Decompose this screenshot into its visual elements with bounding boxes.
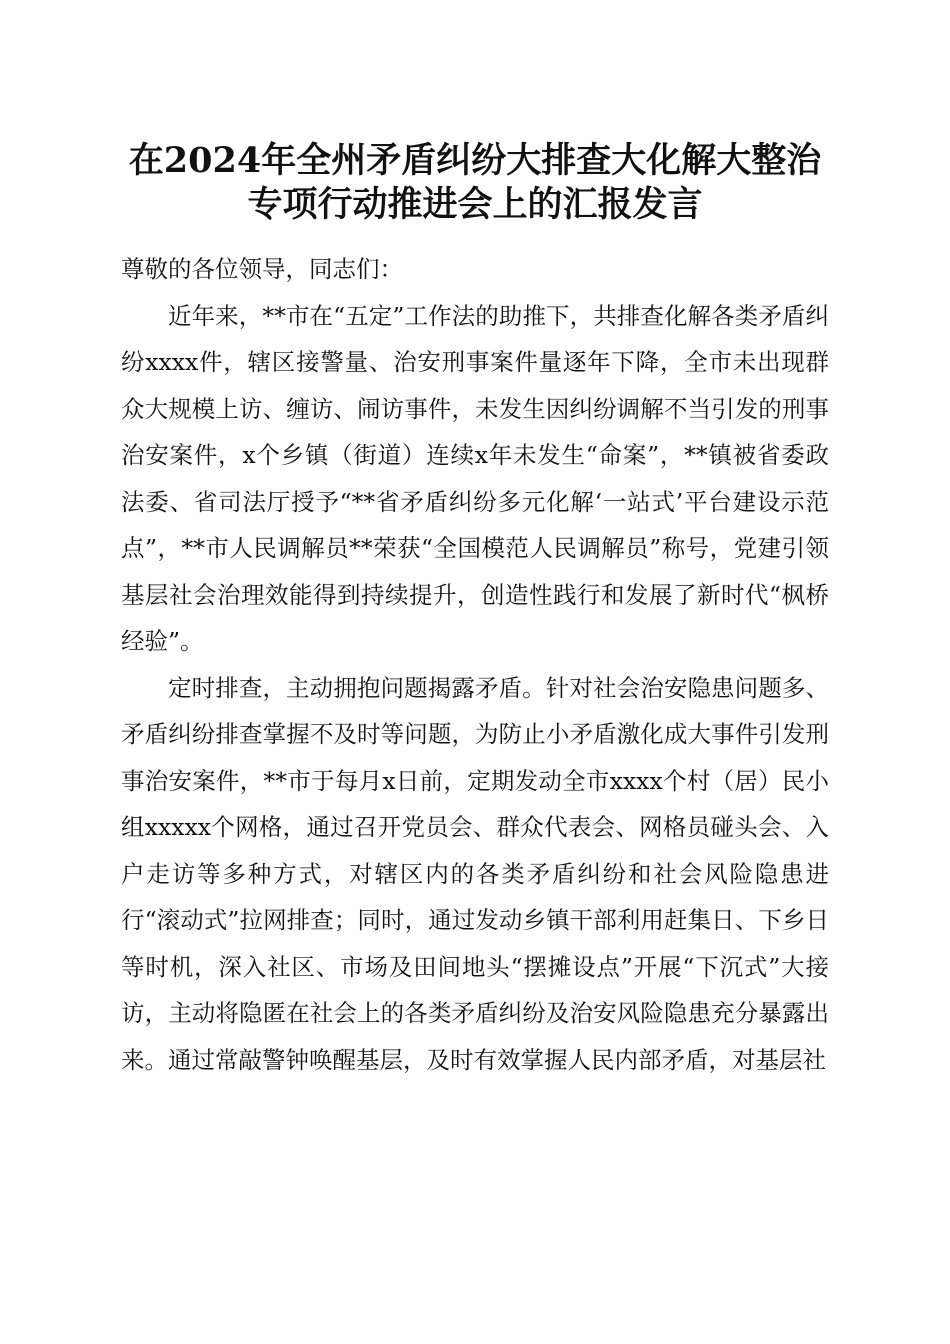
paragraph-2: 定时排查，主动拥抱问题揭露矛盾。针对社会治安隐患问题多、矛盾纠纷排查掌握不及时等问题，为防止小矛盾激化成大事件引发刑事治安案件，**市于每月x日前，定期发动全市xxxx个村（居）民小组xxxxx个网格，通过召开党员会、群众代表会、网格员碰头会、入户走访等多种方式，对辖区内的各类矛盾纠纷和社会风险隐患进行“滚动式”拉网排查；同时，通过发动乡镇干部利用赶集日、下乡日等时机，深入社区、市场及田间地头“摆摊设点”开展“下沉式”大接访，主动将隐匿在社会上的各类矛盾纠纷及治安风险隐患充分暴露出来。通过常敲警钟唤醒基层，及时有效掌握人民内部矛盾，对基层社 [121,673,829,1074]
salutation: 尊敬的各位领导，同志们： [121,255,403,283]
document-body [121,246,829,1083]
document-title-line-1: 在2024年全州矛盾纠纷大排查大化解大整治 [128,140,822,181]
document-title-line-2: 专项行动推进会上的汇报发言 [247,184,703,225]
paragraph-1: 近年来，**市在“五定”工作法的助推下，共排查化解各类矛盾纠纷xxxx件，辖区接警量、治安刑事案件量逐年下降，全市未出现群众大规模上访、缠访、闹访事件，未发生因纠纷调解不当引发的刑事治安案件，x个乡镇（街道）连续x年未发生“命案”，**镇被省委政法委、省司法厅授予“**省矛盾纠纷多元化解‘一站式’平台建设示范点”，**市人民调解员**荣获“全国模范人民调解员”称号，党建引领基层社会治理效能得到持续提升，创造性践行和发展了新时代“枫桥经验”。 [121,301,829,655]
